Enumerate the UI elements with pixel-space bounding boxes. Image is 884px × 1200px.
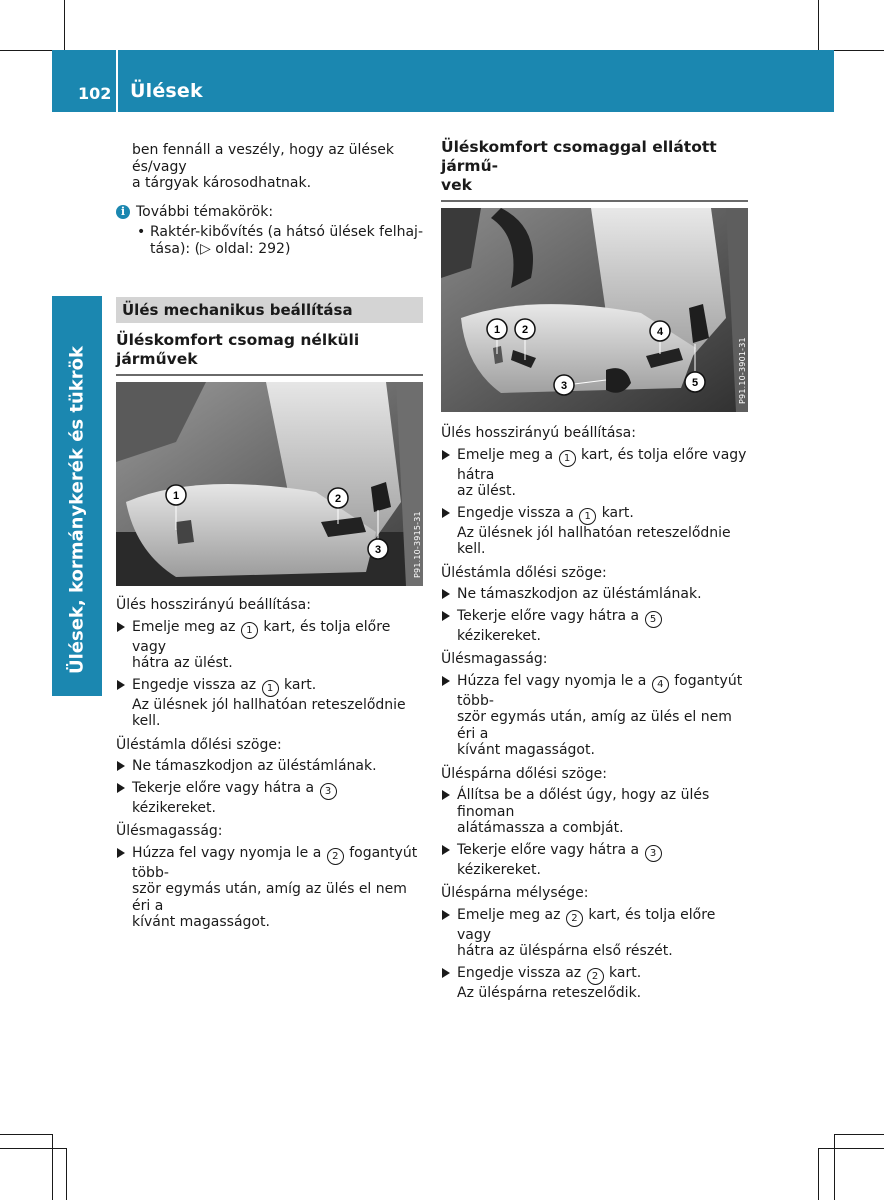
instruction-label: Üléstámla dőlési szöge:	[116, 736, 282, 753]
callout-5: 5	[691, 377, 699, 389]
photo-code: P91.10-3901-31	[738, 337, 747, 404]
crop-mark	[0, 1148, 66, 1149]
instruction-step: Tekerje előre vagy hátra a 3 kézikereket.	[441, 842, 748, 879]
callout-1: 1	[172, 490, 180, 502]
callout-3: 3	[560, 380, 568, 392]
header-divider	[116, 50, 118, 112]
crop-mark	[834, 50, 884, 51]
instruction-label: Üléstámla dőlési szöge:	[441, 564, 607, 581]
instruction-step: Ne támaszkodjon az üléstámlának.	[116, 758, 423, 775]
subsection-heading: Üléskomfort csomaggal ellátott jármű- vek	[441, 138, 748, 202]
crop-mark	[818, 1148, 884, 1149]
instruction-step: Engedje vissza a 1 kart. Az ülésnek jól hallhatóan reteszelődnie kell.	[441, 505, 748, 558]
step-arrow-icon	[442, 790, 450, 800]
section-heading: Ülés mechanikus beállítása	[116, 297, 423, 323]
instruction-step: Engedje vissza az 1 kart. Az ülésnek jól hallhatóan reteszelődnie kell.	[116, 677, 423, 730]
step-arrow-icon	[117, 783, 125, 793]
info-label: További témakörök:	[136, 203, 274, 220]
instruction-step: Emelje meg a 1 kart, és tolja előre vagy hátra az ülést.	[441, 447, 748, 500]
crop-mark	[834, 1134, 835, 1200]
chapter-tab-label: Ülések, kormánykerék és tükrök	[66, 346, 88, 674]
step-arrow-icon	[442, 910, 450, 920]
right-column	[441, 138, 748, 1001]
callout-1: 1	[493, 324, 501, 336]
step-arrow-icon	[442, 450, 450, 460]
instruction-step: Húzza fel vagy nyomja le a 4 fogantyút több- ször egymás után, amíg az ülés el nem éri a kívánt magasságot.	[441, 673, 748, 759]
callout-4: 4	[656, 326, 664, 338]
crop-mark	[834, 1134, 884, 1135]
callout-3: 3	[374, 544, 382, 556]
crop-mark	[0, 50, 52, 51]
step-arrow-icon	[442, 676, 450, 686]
instruction-step: Tekerje előre vagy hátra a 3 kézikereket.	[116, 780, 423, 817]
step-arrow-icon	[117, 622, 125, 632]
step-arrow-icon	[442, 845, 450, 855]
step-arrow-icon	[442, 589, 450, 599]
left-column	[116, 142, 423, 931]
instruction-label: Ülés hosszirányú beállítása:	[116, 597, 311, 613]
instruction-label: Ülésmagasság:	[441, 651, 548, 667]
instruction-step: Emelje meg az 1 kart, és tolja előre vagy hátra az ülést.	[116, 619, 423, 672]
step-arrow-icon	[442, 611, 450, 621]
step-arrow-icon	[442, 968, 450, 978]
page-title: Ülések	[130, 80, 203, 102]
instruction-label: Ülés hosszirányú beállítása:	[441, 425, 636, 441]
instruction-label: Ülésmagasság:	[116, 823, 223, 839]
crop-mark	[52, 1134, 53, 1200]
seat-photo-with-comfort-package	[441, 208, 748, 412]
page-header	[52, 50, 834, 112]
intro-text: ben fennáll a veszély, hogy az ülések és/vagy a tárgyak károsodhatnak.	[132, 142, 395, 191]
photo-code: P91.10-3915-31	[413, 511, 422, 578]
step-arrow-icon	[117, 761, 125, 771]
crop-mark	[66, 1148, 67, 1200]
subsection-heading: Üléskomfort csomag nélküli járművek	[116, 331, 423, 376]
info-note	[116, 204, 423, 221]
list-item: • Raktér-kibővítés (a hátsó ülések felhaj- tása): (▷ oldal: 292)	[116, 224, 423, 257]
crop-mark	[64, 0, 65, 50]
step-arrow-icon	[117, 680, 125, 690]
instruction-step: Húzza fel vagy nyomja le a 2 fogantyút több- ször egymás után, amíg az ülés el nem éri a kívánt magasságot.	[116, 845, 423, 931]
step-arrow-icon	[117, 848, 125, 858]
instruction-label: Üléspárna dőlési szöge:	[441, 765, 607, 782]
crop-mark	[818, 1148, 819, 1200]
callout-2: 2	[521, 324, 529, 336]
callout-2: 2	[334, 493, 342, 505]
instruction-step: Ne támaszkodjon az üléstámlának.	[441, 586, 748, 603]
instruction-step: Állítsa be a dőlést úgy, hogy az ülés finoman alátámassza a combját.	[441, 787, 748, 837]
instruction-label: Üléspárna mélysége:	[441, 885, 589, 901]
instruction-step: Engedje vissza az 2 kart. Az üléspárna reteszelődik.	[441, 965, 748, 1002]
instruction-step: Emelje meg az 2 kart, és tolja előre vagy hátra az üléspárna első részét.	[441, 907, 748, 960]
step-arrow-icon	[442, 508, 450, 518]
crop-mark	[818, 0, 819, 50]
page-reference-link[interactable]: tása): (▷ oldal: 292)	[150, 240, 291, 257]
crop-mark	[0, 1134, 52, 1135]
info-icon: i	[116, 205, 130, 219]
instruction-step: Tekerje előre vagy hátra a 5 kézikereket.	[441, 608, 748, 645]
seat-photo-without-comfort-package	[116, 382, 423, 586]
page-number: 102	[78, 84, 112, 103]
